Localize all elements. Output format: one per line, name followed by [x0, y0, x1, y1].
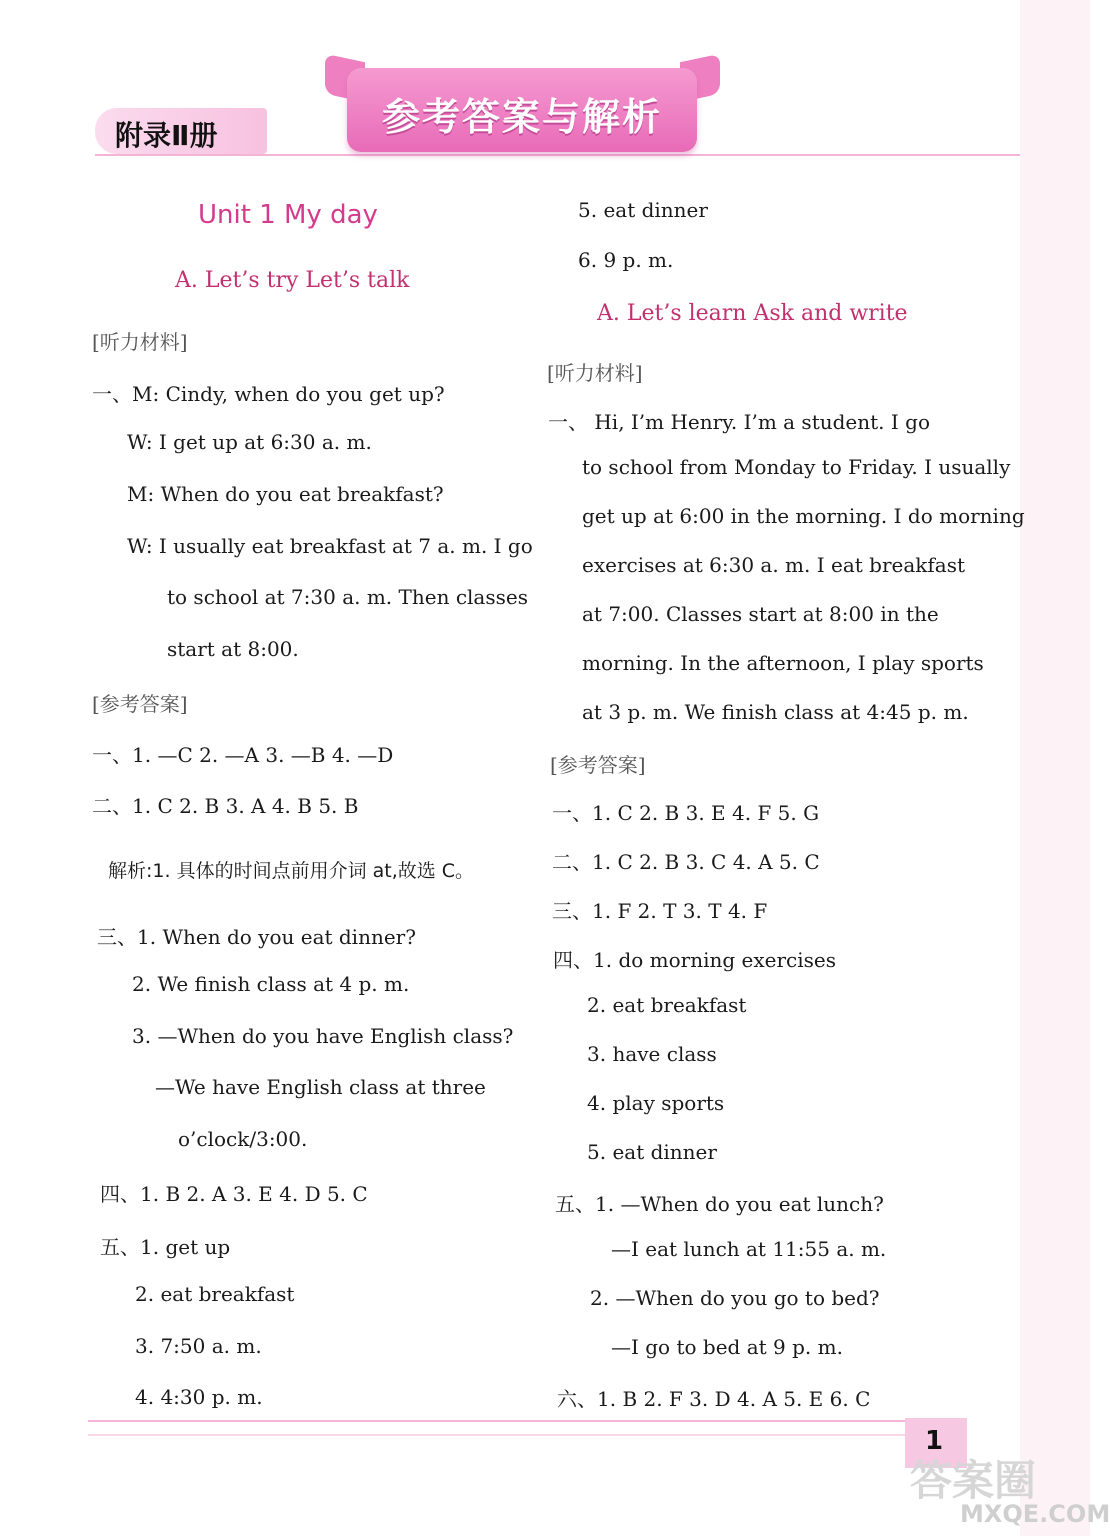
title-banner — [325, 58, 720, 154]
answer-row: o’clock/3:00. — [178, 1127, 308, 1151]
appendix-label: 附录Ⅱ册 — [115, 119, 218, 152]
dialogue-line: W: I usually eat breakfast at 7 a. m. I go — [127, 534, 533, 558]
answer-row: 四、1. do morning exercises — [553, 948, 836, 972]
section-title-left: A. Let’s try Let’s talk — [175, 268, 410, 293]
answer-row: 一、1. —C 2. —A 3. —B 4. —D — [92, 743, 394, 767]
answer-row: 2. We finish class at 4 p. m. — [132, 972, 410, 996]
dialogue-prefix: 一、 — [92, 382, 132, 406]
passage-line: at 3 p. m. We finish class at 4:45 p. m. — [582, 700, 969, 724]
answer-row: 4. play sports — [587, 1091, 725, 1115]
passage-line: morning. In the afternoon, I play sports — [582, 651, 984, 675]
passage-line: exercises at 6:30 a. m. I eat breakfast — [582, 553, 966, 577]
dialogue-line: start at 8:00. — [167, 637, 299, 661]
answer-row: 三、1. F 2. T 3. T 4. F — [552, 899, 768, 923]
answer-row: 二、1. C 2. B 3. C 4. A 5. C — [552, 850, 820, 874]
appendix-tab — [95, 108, 267, 154]
banner-title: 参考答案与解析 — [381, 95, 662, 139]
answer-row: 五、1. —When do you eat lunch? — [555, 1192, 884, 1216]
answer-row: —I go to bed at 9 p. m. — [611, 1335, 843, 1359]
section-title-right: A. Let’s learn Ask and write — [597, 301, 908, 326]
answer-row: 6. 9 p. m. — [578, 248, 674, 272]
answer-row: 2. eat breakfast — [587, 993, 747, 1017]
listening-label-left: [听力材料] — [92, 330, 188, 354]
dialogue-line: W: I get up at 6:30 a. m. — [127, 430, 372, 454]
page-number: 1 — [925, 1426, 944, 1456]
answer-row: 四、1. B 2. A 3. E 4. D 5. C — [100, 1182, 368, 1206]
footer-rule-secondary — [88, 1434, 908, 1436]
analysis-note: 解析:1. 具体的时间点前用介词 at,故选 C。 — [108, 860, 475, 882]
answer-row: —We have English class at three — [155, 1075, 486, 1099]
answer-row: 3. have class — [587, 1042, 717, 1066]
answer-row: 4. 4:30 p. m. — [135, 1385, 263, 1409]
answer-row: 一、1. C 2. B 3. E 4. F 5. G — [552, 801, 820, 825]
unit-title: Unit 1 My day — [198, 200, 378, 230]
answer-label-right: [参考答案] — [550, 753, 646, 777]
header-rule — [95, 154, 1020, 156]
answer-row: 二、1. C 2. B 3. A 4. B 5. B — [92, 794, 359, 818]
answer-row: —I eat lunch at 11:55 a. m. — [611, 1237, 887, 1261]
answer-row: 三、1. When do you eat dinner? — [97, 925, 416, 949]
dialogue-line: 一、M: Cindy, when do you get up? — [92, 382, 445, 406]
answer-row: 2. —When do you go to bed? — [590, 1286, 880, 1310]
answer-label-left: [参考答案] — [92, 692, 188, 716]
right-margin-band — [1020, 0, 1090, 1536]
answer-row: 六、1. B 2. F 3. D 4. A 5. E 6. C — [557, 1387, 871, 1411]
dialogue-line: M: When do you eat breakfast? — [127, 482, 444, 506]
watermark-logo: 答案圈 — [910, 1456, 1037, 1505]
passage-line: 一、 Hi, I’m Henry. I’m a student. I go — [548, 410, 930, 434]
passage-line: get up at 6:00 in the morning. I do morning — [582, 504, 1025, 528]
passage-line: to school from Monday to Friday. I usually — [582, 455, 1011, 479]
answer-row: 3. —When do you have English class? — [132, 1024, 514, 1048]
answer-row: 五、1. get up — [100, 1235, 231, 1259]
answer-row: 5. eat dinner — [578, 198, 708, 222]
watermark-url: MXQE.COM — [960, 1500, 1110, 1528]
answer-row: 3. 7:50 a. m. — [135, 1334, 262, 1358]
dialogue-line: to school at 7:30 a. m. Then classes — [167, 585, 528, 609]
answer-row: 5. eat dinner — [587, 1140, 717, 1164]
passage-line: at 7:00. Classes start at 8:00 in the — [582, 602, 939, 626]
answer-row: 2. eat breakfast — [135, 1282, 295, 1306]
listening-label-right: [听力材料] — [547, 361, 643, 385]
footer-rule — [88, 1420, 908, 1422]
